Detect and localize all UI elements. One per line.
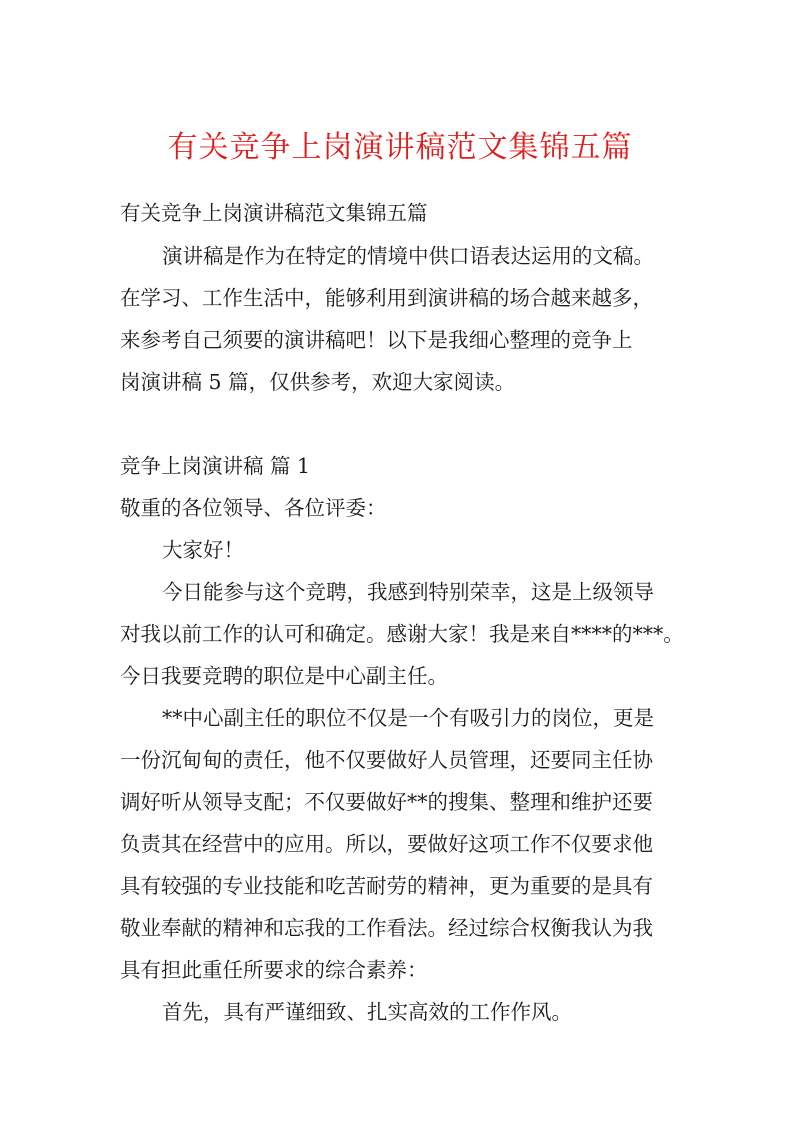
paragraph-line: 今日我要竞聘的职位是中心副主任。 xyxy=(120,664,448,688)
subtitle-line: 有关竞争上岗演讲稿范文集锦五篇 xyxy=(120,201,428,225)
paragraph-line: 对我以前工作的认可和确定。感谢大家！我是来自****的***。 xyxy=(120,622,684,646)
paragraph-line: 调好听从领导支配；不仅要做好**的搜集、整理和维护还要 xyxy=(120,790,653,814)
paragraph-line: 演讲稿是作为在特定的情境中供口语表达运用的文稿。 xyxy=(162,244,654,268)
paragraph-line: 具有担此重任所要求的综合素养： xyxy=(120,958,428,982)
paragraph-line: 首先，具有严谨细致、扎实高效的工作作风。 xyxy=(162,1000,572,1024)
paragraph-line: **中心副主任的职位不仅是一个有吸引力的岗位，更是 xyxy=(162,706,654,730)
paragraph-line: 具有较强的专业技能和吃苦耐劳的精神，更为重要的是具有 xyxy=(120,874,653,898)
greeting-line: 大家好！ xyxy=(162,538,244,562)
paragraph-line: 敬业奉献的精神和忘我的工作看法。经过综合权衡我认为我 xyxy=(120,916,653,940)
paragraph-line: 来参考自己须要的演讲稿吧！以下是我细心整理的竞争上 xyxy=(120,328,633,352)
paragraph-line: 今日能参与这个竞聘，我感到特别荣幸，这是上级领导 xyxy=(162,580,654,604)
paragraph-line: 负责其在经营中的应用。所以，要做好这项工作不仅要求他 xyxy=(120,832,653,856)
salutation-line: 敬重的各位领导、各位评委： xyxy=(120,496,387,520)
paragraph-line: 在学习、工作生活中，能够利用到演讲稿的场合越来越多， xyxy=(120,286,653,310)
paragraph-line: 岗演讲稿 5 篇，仅供参考，欢迎大家阅读。 xyxy=(120,370,516,394)
paragraph-line: 一份沉甸甸的责任，他不仅要做好人员管理，还要同主任协 xyxy=(120,748,653,772)
document-title: 有关竞争上岗演讲稿范文集锦五篇 xyxy=(167,130,633,165)
section-heading: 竞争上岗演讲稿 篇 1 xyxy=(120,454,311,478)
